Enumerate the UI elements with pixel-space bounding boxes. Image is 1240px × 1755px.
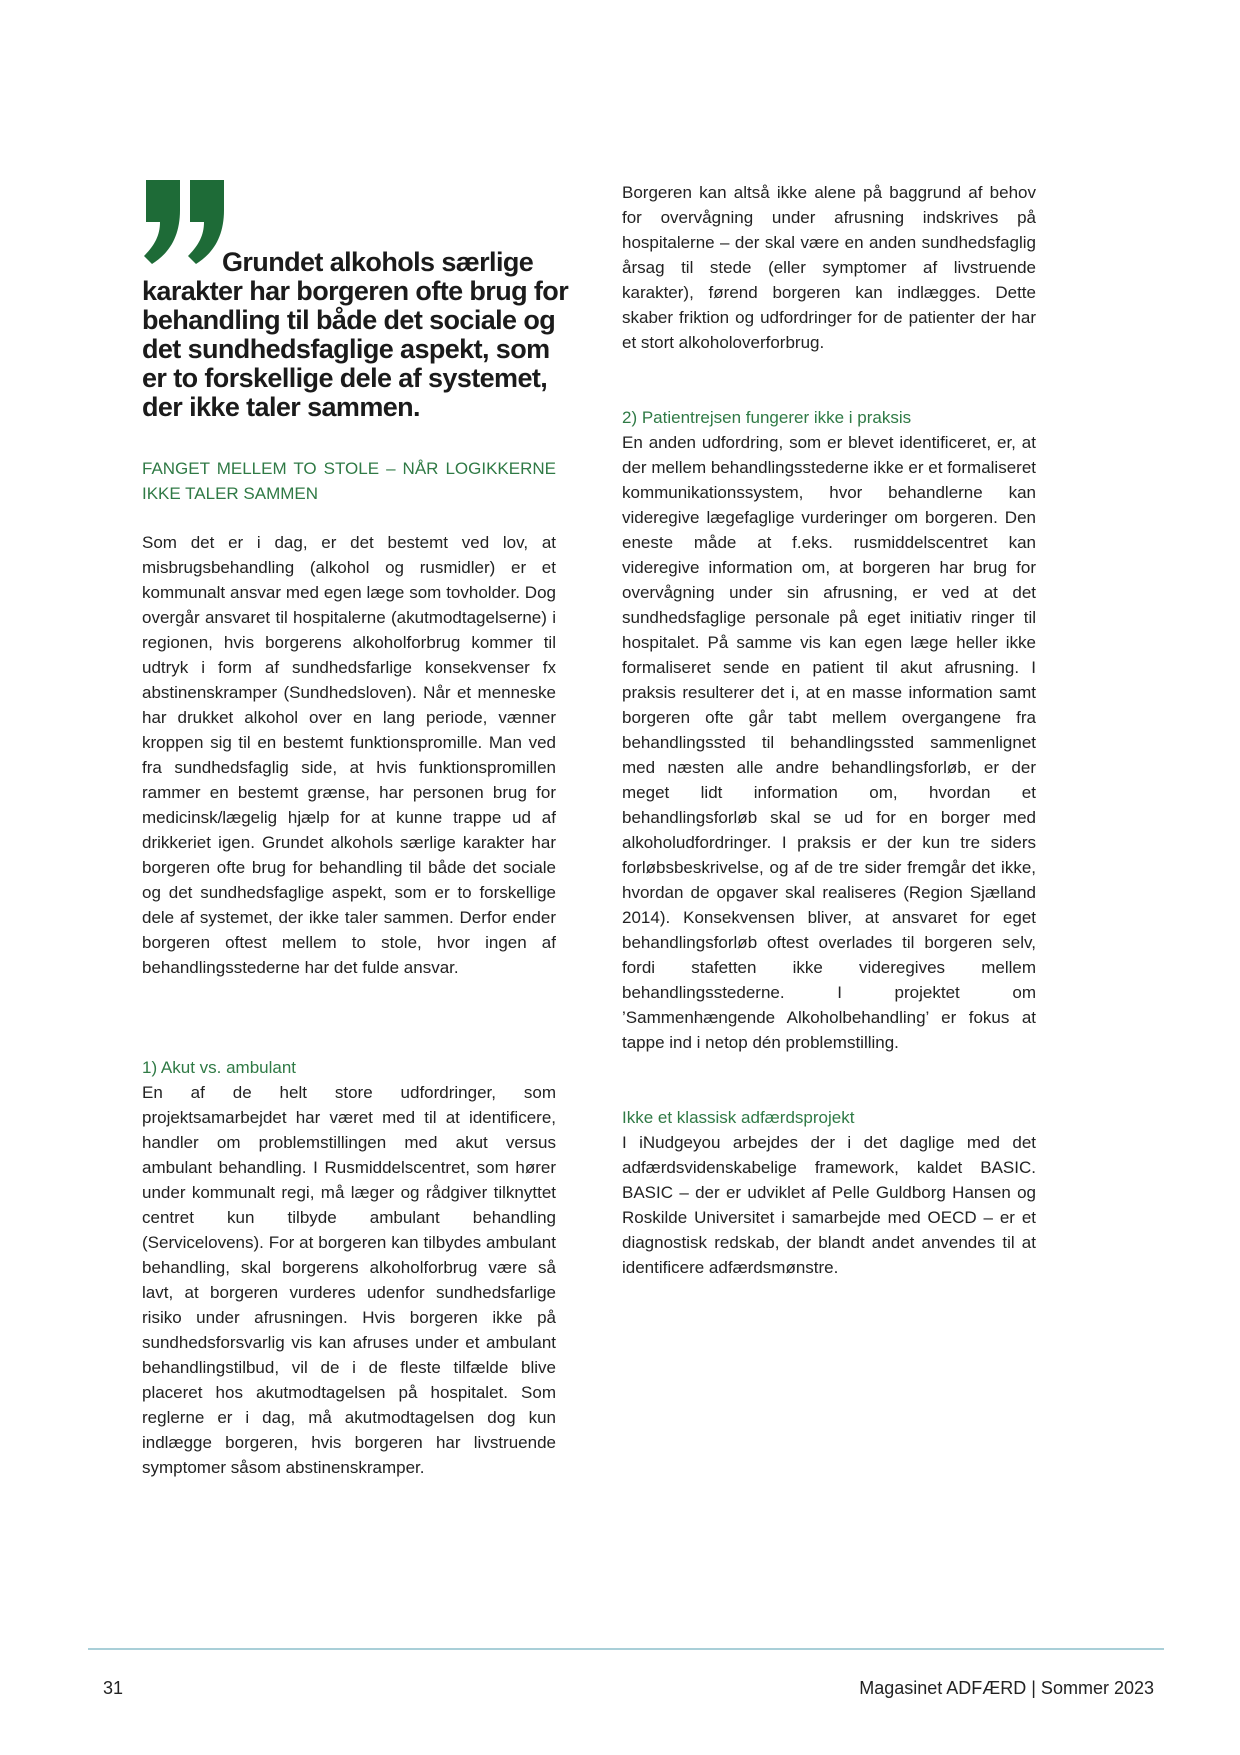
left-column [142, 530, 556, 980]
pull-quote-rest: karakter har borgeren ofte brug for behandling til både det sociale og det sundhedsfaglige aspekt, som er to forskellige dele af systemet, der ikke taler sammen. [142, 276, 569, 422]
subsection-2-body: En anden udfordring, som er blevet identificeret, er, at der mellem behandlingsstederne ikke er et formaliseret kommunikationssystem, hvor behandlerne kan videregive lægefaglige vurderinger om borgeren. Den eneste måde at f.eks. rusmiddelscentret kan videregive information om, at borgeren har brug for overvågning under sin afrusning, er ved at det sundhedsfaglige personale på eget initiativ ringer til hospitalet. På samme vis kan egen læge heller ikke formaliseret sende en patient til akut afrusning. I praksis resulterer det i, at en masse information samt borgeren ofte går tabt mellem overgangene fra behandlingssted til behandlingssted sammenlignet med næsten alle andre behandlingsforløb, er der meget lidt information om, hvordan et behandlingsforløb skal se ud for en borger med alkoholudfordringer. I praksis er der kun tre siders forløbsbeskrivelse, og af de tre sider fremgår det ikke, hvordan de opgaver skal realiseres (Region Sjælland 2014). Konsekvensen bliver, at ansvaret for eget behandlingsforløb oftest overlades til borgeren selv, fordi stafetten ikke videregives mellem behandlingsstederne. I projektet om ’Sammenhængende Alkoholbehandling’ er fokus at tappe ind i netop dén problemstilling. [622, 433, 1036, 1052]
subsection-1-body: En af de helt store udfordringer, som projektsamarbejdet har været med til at identificere, handler om problemstillingen med akut versus ambulant behandling. I Rusmiddelscentret, som hører under kommunalt regi, må læger og rådgiver tilknyttet centret kun tilbyde ambulant behandling (Servicelovens). For at borgeren kan tilbydes ambulant behandling, skal borgerens alkoholforbrug være så lavt, at borgeren vurderes udenfor sundhedsfarlige risiko under afrusningen. Hvis borgeren ikke på sundhedsforsvarlig vis kan afruses under et ambulant behandlingstilbud, vil de i de fleste tilfælde blive placeret hos akutmodtagelsen på hospitalet. Som reglerne er i dag, må akutmodtagelsen dog kun indlægge borgeren, hvis borgeren har livstruende symptomer såsom abstinenskramper. [142, 1083, 556, 1477]
subsection-3-body: I iNudgeyou arbejdes der i det daglige med det adfærdsvidenskabelige framework, kaldet BASIC. BASIC – der er udviklet af Pelle Guldborg Hansen og Roskilde Universitet i samarbejde med OECD – er et diagnostisk redskab, der blandt andet anvendes til at identificere adfærdsmønstre. [622, 1133, 1036, 1277]
right-intro-block [622, 180, 1036, 355]
page-number: 31 [103, 1678, 124, 1698]
section-title: FANGET MELLEM TO STOLE – NÅR LOGIKKERNE IKKE TALER SAMMEN [142, 459, 556, 503]
subsection-1-heading: 1) Akut vs. ambulant [142, 1058, 297, 1077]
subsection-1 [142, 1055, 556, 1480]
subsection-2 [622, 405, 1036, 1055]
subsection-2-heading: 2) Patientrejsen fungerer ikke i praksis [622, 408, 912, 427]
footer-divider [88, 1648, 1164, 1650]
right-intro-paragraph: Borgeren kan altså ikke alene på baggrund af behov for overvågning under afrusning indskrives på hospitalerne – der skal være en anden sundhedsfaglig årsag til stede (eller symptomer af livstruende karakter), førend borgeren kan indlægges. Dette skaber friktion og udfordringer for de patienter der har et stort alkoholoverforbrug. [622, 183, 1036, 352]
intro-paragraph: Som det er i dag, er det bestemt ved lov, at misbrugsbehandling (alkohol og rusmidler) er et kommunalt ansvar med egen læge som tovholder. Dog overgår ansvaret til hospitalerne (akutmodtagelserne) i regionen, hvis borgerens alkoholforbrug kommer til udtryk i form af sundhedsfarlige konsekvenser fx abstinenskramper (Sundhedsloven). Når et menneske har drukket alkohol over en lang periode, vænner kroppen sig til en bestemt funktionspromille. Man ved fra sundhedsfaglig side, at hvis funktionspromillen rammer en bestemt grænse, har personen brug for medicinsk/lægelig hjælp for at kunne trappe ud af drikkeriet igen. Grundet alkohols særlige karakter har borgeren ofte brug for behandling til både det sociale og det sundhedsfaglige aspekt, som er to forskellige dele af systemet, der ikke taler sammen. Derfor ender borgeren oftest mellem to stole, hvor ingen af behandlingsstederne har det fulde ansvar. [142, 533, 556, 977]
pull-quote [142, 248, 572, 422]
pull-quote-first-line: Grundet alkohols særlige [222, 247, 534, 277]
magazine-credit: Magasinet ADFÆRD | Sommer 2023 [859, 1678, 1154, 1698]
subsection-3-heading: Ikke et klassisk adfærdsprojekt [622, 1108, 855, 1127]
subsection-3 [622, 1105, 1036, 1280]
